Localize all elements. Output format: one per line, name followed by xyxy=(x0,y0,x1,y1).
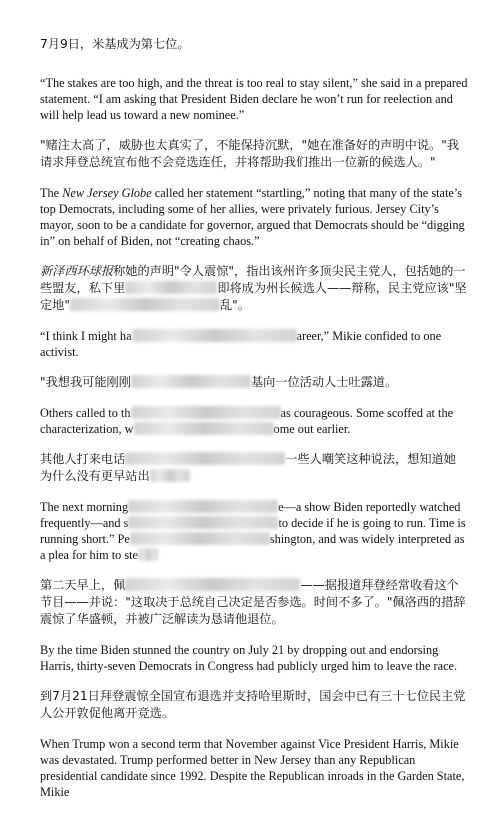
text-segment: as courageous. Some scoffed at the characterization, w xyxy=(40,406,454,436)
text-segment: The xyxy=(40,186,63,200)
text-segment: ——据报道拜登经常收看这个节目——并说："这取决于总统自己决定是否参选。时间不多了。"佩洛西的措辞震惊了华盛顿，并被广泛解读为恳请他退位。 xyxy=(40,578,466,626)
paragraph-en-5 xyxy=(40,499,468,563)
text-segment: “I think I might ha xyxy=(40,329,132,343)
text-segment: 即将成为州长候选人——辩称，民主党应该"坚定地" xyxy=(40,281,467,312)
paragraph-en-1: “The stakes are too high, and the threat is too real to stay silent,” she said in a prepared statement. “I am asking that President Biden declare he won’t run for reelection and will help lead us toward a new nominee.” xyxy=(40,76,468,122)
paragraph-en-3 xyxy=(40,328,468,360)
paragraph-zh-5 xyxy=(40,451,468,485)
redaction-blur xyxy=(70,298,220,311)
redaction-blur xyxy=(128,516,278,529)
text-segment: 乱"。 xyxy=(219,298,250,312)
redaction-blur xyxy=(138,548,158,561)
text-segment: 基向一位活动人士吐露道。 xyxy=(250,375,398,389)
text-segment: 一些人嘲笑这种说法，想知道她为什么没有更早站出 xyxy=(40,452,456,483)
redaction-blur xyxy=(130,532,270,545)
text-segment: Others called to th xyxy=(40,406,131,420)
paragraph-en-2 xyxy=(40,185,468,249)
redaction-blur xyxy=(128,500,278,513)
text-segment: 称她的声明"令人震惊"，指出该州许多顶尖民主党人，包括她的一些盟友，私下里 xyxy=(40,264,466,295)
paragraph-en-6: By the time Biden stunned the country on July 21 by dropping out and endorsing Harris, thirty-seven Democrats in Congress had publicly urged him to leave the race. xyxy=(40,643,458,673)
publication-name: New Jersey Globe xyxy=(62,186,152,200)
text-segment: ome out earlier. xyxy=(273,422,351,436)
text-segment: areer,” Mikie confided to one activist. xyxy=(40,329,442,359)
redaction-blur xyxy=(150,469,190,482)
paragraph-zh-6 xyxy=(40,577,468,628)
paragraph-zh-3 xyxy=(40,263,468,314)
redaction-blur xyxy=(134,422,274,435)
redaction-blur xyxy=(125,452,285,465)
paragraph-en-4 xyxy=(40,405,468,437)
text-segment: "我想我可能刚刚 xyxy=(40,375,131,389)
paragraph-zh-1: 7月9日，米基成为第七位。 xyxy=(40,37,190,51)
redaction-blur xyxy=(125,578,300,591)
text-segment: 第二天早上，佩 xyxy=(40,578,126,592)
paragraph-zh-4 xyxy=(40,374,468,391)
text-segment: shington, and was widely interpreted as a plea for him to ste xyxy=(40,532,465,562)
paragraph-zh-7: 到7月21日拜登震惊全国宣布退选并支持哈里斯时，国会中已有三十七位民主党人公开敦促他离开竞选。 xyxy=(40,689,466,720)
text-segment: to decide if he is going to run. Time is running short.” Pe xyxy=(40,516,466,546)
text-segment: e—a show Biden reportedly watched frequently—and s xyxy=(40,500,461,530)
text-segment: 其他人打来电话 xyxy=(40,452,126,466)
text-segment: The next morning xyxy=(40,500,129,514)
paragraph-en-7: When Trump won a second term that November against Vice President Harris, Mikie was devastated. Trump performed better in New Jersey than any Republican presidential candidate since 1992. Despite the Republican inroads in the Garden State, Mikie xyxy=(40,737,465,799)
text-segment: called her statement “startling,” noting that many of the state’s top Democrats, including some of her allies, were privately furious. Jersey City’s mayor, soon to be a candidate for governor, argued that Democrats should be “digging in” on behalf of Biden, not “creating chaos.” xyxy=(40,186,465,248)
redaction-blur xyxy=(132,329,297,342)
paragraph-zh-2: "赌注太高了，威胁也太真实了，不能保持沉默，"她在准备好的声明中说。"我请求拜登总统宣布他不会竞选连任，并将帮助我们推出一位新的候选人。" xyxy=(40,138,460,169)
redaction-blur xyxy=(125,281,217,294)
publication-name-zh: 新泽西环球报 xyxy=(40,264,114,278)
redaction-blur xyxy=(131,406,281,419)
article-body xyxy=(40,36,468,814)
redaction-blur xyxy=(131,375,251,388)
